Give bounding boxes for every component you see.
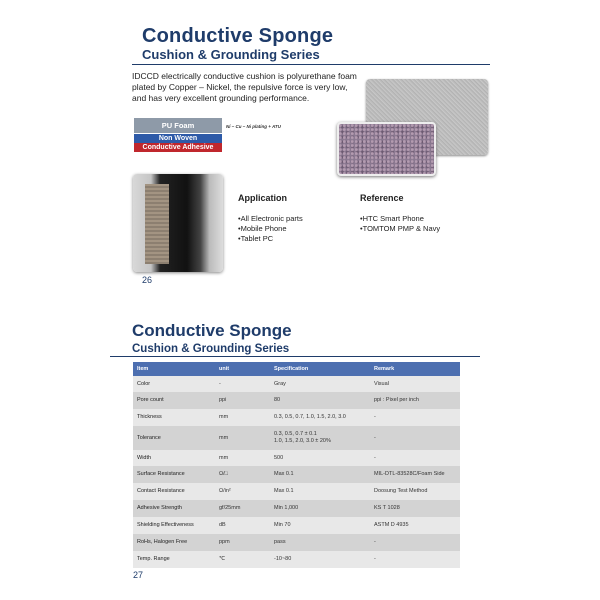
table-row: [133, 466, 460, 483]
table-cell: dB: [215, 517, 270, 534]
table-cell: -: [370, 426, 460, 450]
table-cell: Surface Resistance: [133, 466, 215, 483]
table-cell: -: [370, 534, 460, 551]
table-cell: pass: [270, 534, 370, 551]
table-cell: Contact Resistance: [133, 483, 215, 500]
table-row: [133, 392, 460, 409]
phone-application-photo: [133, 174, 223, 272]
table-cell: -: [370, 409, 460, 426]
layer-non-woven: Non Woven: [134, 134, 222, 143]
reference-list: [360, 214, 440, 234]
table-cell: mm: [215, 409, 270, 426]
table-cell: -10~80: [270, 551, 370, 568]
table-cell: KS T 1028: [370, 500, 460, 517]
page-subtitle: Cushion & Grounding Series: [142, 47, 320, 62]
table-row: [133, 483, 460, 500]
foam-closeup-photo: [337, 122, 436, 176]
table-cell: Ω/□: [215, 466, 270, 483]
plating-note: Ni – Cu – Ni plating + ATU: [226, 124, 281, 129]
table-row: [133, 534, 460, 551]
table-cell: ppm: [215, 534, 270, 551]
table-cell: 0.3, 0.5, 0.7 ± 0.1 1.0, 1.5, 2.0, 3.0 ± 20%: [270, 426, 370, 450]
table-cell: Visual: [370, 376, 460, 392]
table-cell: -: [215, 376, 270, 392]
page-title: Conductive Sponge: [142, 25, 334, 47]
table-cell: Gray: [270, 376, 370, 392]
table-row: [133, 376, 460, 392]
column-header: unit: [215, 362, 270, 376]
table-cell: Max 0.1: [270, 466, 370, 483]
table-body: [133, 376, 460, 568]
title-divider: [132, 64, 490, 65]
table-cell: ppi : Pixel per inch: [370, 392, 460, 409]
table-row: [133, 450, 460, 466]
specification-table: [133, 362, 460, 568]
layer-conductive-adhesive: Conductive Adhesive: [134, 143, 222, 152]
list-item: •All Electronic parts: [238, 214, 303, 223]
column-header: Item: [133, 362, 215, 376]
product-description: IDCCD electrically conductive cushion is polyurethane foam plated by Copper – Nickel, the repulsive force is very low, and has very excellent grounding performance.: [132, 71, 357, 103]
table-row: [133, 426, 460, 450]
table-cell: ℃: [215, 551, 270, 568]
table-cell: Min 70: [270, 517, 370, 534]
table-cell: Pore count: [133, 392, 215, 409]
table-cell: ASTM D 4935: [370, 517, 460, 534]
table-cell: Width: [133, 450, 215, 466]
table-cell: Shielding Effectiveness: [133, 517, 215, 534]
table-cell: MIL-DTL-83528C/Foam Side: [370, 466, 460, 483]
table-cell: Doosung Test Method: [370, 483, 460, 500]
page-subtitle: Cushion & Grounding Series: [132, 343, 290, 355]
table-cell: 0.3, 0.5, 0.7, 1.0, 1.5, 2.0, 3.0: [270, 409, 370, 426]
list-item: •TOMTOM PMP & Navy: [360, 224, 441, 233]
table-row: [133, 551, 460, 568]
table-cell: Tolerance: [133, 426, 215, 450]
application-heading: Application: [238, 193, 287, 203]
page-number: 26: [142, 275, 153, 285]
page-title: Conductive Sponge: [132, 321, 292, 340]
list-item: •Mobile Phone: [238, 224, 287, 233]
table-row: [133, 517, 460, 534]
table-cell: mm: [215, 426, 270, 450]
table-header-row: [133, 362, 460, 376]
list-item: •HTC Smart Phone: [360, 214, 424, 223]
column-header: Remark: [370, 362, 460, 376]
table-cell: Ω/in²: [215, 483, 270, 500]
table-cell: mm: [215, 450, 270, 466]
list-item: •Tablet PC: [238, 234, 274, 243]
page-number: 27: [133, 570, 144, 580]
table-cell: Thickness: [133, 409, 215, 426]
column-header: Specification: [270, 362, 370, 376]
table-cell: -: [370, 551, 460, 568]
table-cell: Adhesive Strength: [133, 500, 215, 517]
sponge-strip-image: [145, 184, 169, 264]
table-cell: ppi: [215, 392, 270, 409]
table-cell: Min 1,000: [270, 500, 370, 517]
table-cell: -: [370, 450, 460, 466]
table-cell: RoHs, Halogen Free: [133, 534, 215, 551]
table-cell: 500: [270, 450, 370, 466]
table-row: [133, 500, 460, 517]
table-cell: Color: [133, 376, 215, 392]
table-cell: Max 0.1: [270, 483, 370, 500]
application-list: [238, 214, 303, 244]
table-cell: gf/25mm: [215, 500, 270, 517]
table-cell: Temp. Range: [133, 551, 215, 568]
table-row: [133, 409, 460, 426]
title-divider: [110, 356, 480, 357]
reference-heading: Reference: [360, 193, 404, 203]
table-cell: 80: [270, 392, 370, 409]
layer-pu-foam: PU Foam: [134, 118, 222, 133]
